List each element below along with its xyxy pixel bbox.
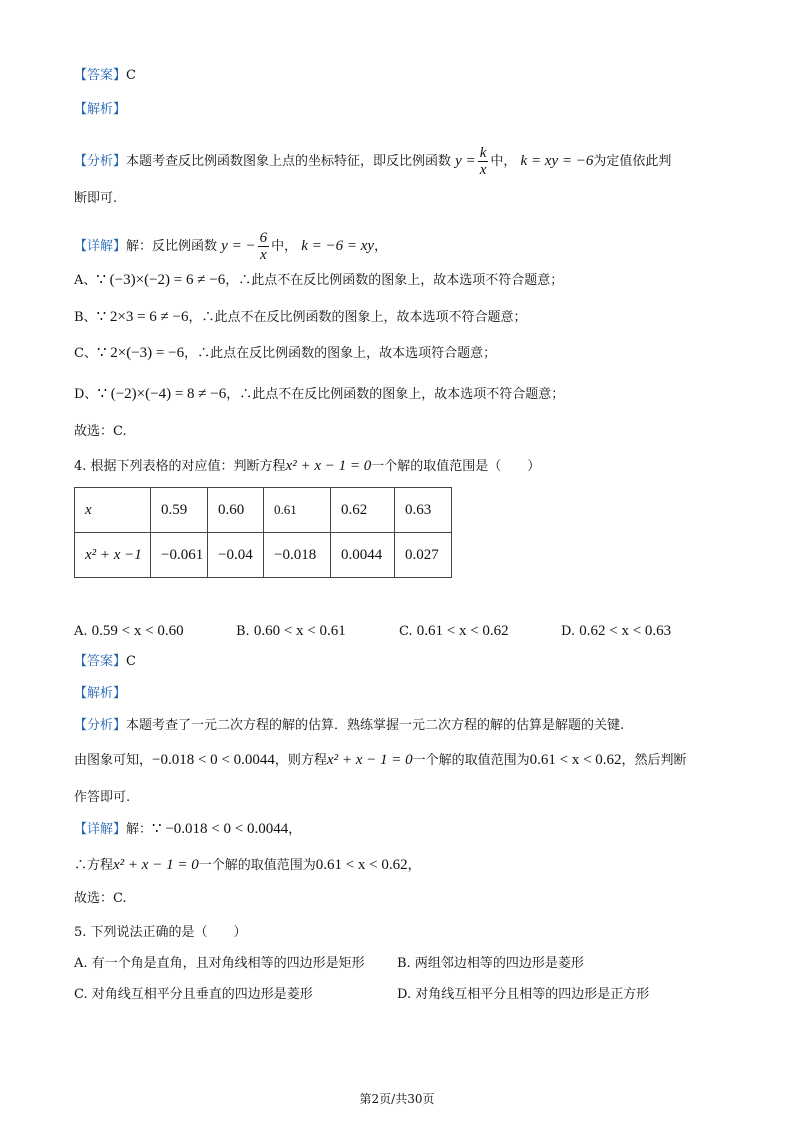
table-header-cell: x² + x −1 (75, 533, 151, 578)
option-formula: ∵ 2×3 = 6 ≠ −6 (96, 309, 189, 325)
detail-text: 解： (126, 822, 153, 837)
q5-choice-c: C. 对角线互相平分且垂直的四边形是菱形 (74, 987, 313, 1002)
table-row (75, 488, 452, 533)
option-text: ，∴此点在反比例函数的图象上，故本选项符合题意； (184, 346, 497, 361)
table-cell: 0.60 (208, 488, 264, 533)
q5-choice-d: D. 对角线互相平分且相等的四边形是正方形 (397, 987, 650, 1002)
q4-detail-line (74, 820, 301, 839)
fraction-numerator: 6 (259, 230, 268, 246)
table-cell: 0.61 (264, 488, 331, 533)
option-formula: ∵ (−3)×(−2) = 6 ≠ −6 (96, 272, 226, 288)
reasoning-formula: 0.61 < x < 0.62 (529, 752, 622, 768)
detail-text: ， (288, 822, 302, 837)
option-text: ，∴此点不在反比例函数的图象上，故本选项不符合题意； (226, 387, 565, 402)
reasoning-text: ，然后判断 (621, 753, 687, 768)
therefore-text: ， (407, 858, 421, 873)
option-label: B、 (74, 310, 97, 325)
detail-tag: 【详解】 (74, 239, 127, 254)
q3-option-d (74, 385, 564, 404)
q3-option-a (74, 271, 563, 290)
choice-formula: 0.62 < x < 0.63 (579, 623, 672, 639)
stem-equation: x² + x − 1 = 0 (285, 458, 372, 474)
values-table (74, 487, 452, 578)
q3-option-c (74, 344, 496, 363)
therefore-text: 一个解的取值范围为 (198, 858, 316, 873)
q4-reasoning-line2: 作答即可. (74, 790, 131, 805)
fenxi-text: 本题考查反比例函数图象上点的坐标特征，即反比例函数 (126, 154, 452, 169)
q3-analysis-heading (74, 101, 126, 119)
choice-formula: 0.59 < x < 0.60 (91, 623, 184, 639)
answer-value: C (126, 654, 136, 669)
fraction-denominator: x (259, 247, 267, 263)
table-cell: −0.018 (264, 533, 331, 578)
fenxi-tag: 【分析】 (74, 718, 127, 733)
table-cell: −0.04 (208, 533, 264, 578)
choice-label: D. (561, 624, 576, 639)
q4-fenxi-line (74, 717, 624, 735)
choice-formula: 0.61 < x < 0.62 (416, 623, 509, 639)
table-row (75, 533, 452, 578)
fenxi-text: 本题考查了一元二次方程的解的估算．熟练掌握一元二次方程的解的估算是解题的关键. (126, 718, 625, 733)
therefore-text: ∴方程 (74, 858, 114, 873)
option-label: D、 (74, 387, 98, 402)
formula-k: k = −6 = xy (301, 238, 375, 254)
q3-detail-line (74, 230, 387, 263)
q4-analysis-heading (74, 685, 126, 703)
fraction-numerator: k (479, 145, 487, 161)
fraction-6-over-x (258, 230, 270, 263)
reasoning-text: ，则方程 (274, 753, 327, 768)
table-cell: 0.0044 (331, 533, 395, 578)
option-label: A、 (74, 273, 97, 288)
reasoning-text: 一个解的取值范围为 (412, 753, 530, 768)
fenxi-text: 为定值依此判 (593, 154, 672, 169)
fenxi-text: 中， (490, 154, 517, 169)
choice-label: A. (74, 624, 88, 639)
choice-label: B. (236, 624, 250, 639)
choice-label: C. (399, 624, 413, 639)
option-formula: ∵ (−2)×(−4) = 8 ≠ −6 (97, 386, 227, 402)
formula-k: k = xy = −6 (520, 153, 594, 169)
q4-therefore-line (74, 856, 421, 875)
detail-tag: 【详解】 (74, 822, 127, 837)
therefore-formula: 0.61 < x < 0.62 (315, 857, 408, 873)
detail-formula: ∵ −0.018 < 0 < 0.0044 (152, 821, 289, 837)
detail-text: 解：反比例函数 (126, 239, 218, 254)
table-cell: 0.63 (395, 488, 452, 533)
table-cell: 0.027 (395, 533, 452, 578)
option-text: ，∴此点不在反比例函数的图象上，故本选项不符合题意； (225, 273, 564, 288)
q5-choice-b: B. 两组邻边相等的四边形是菱形 (397, 956, 584, 971)
q4-reasoning-line (74, 751, 687, 770)
analysis-tag: 【解析】 (74, 686, 127, 701)
page-footer: 第2页/共30页 (359, 1092, 435, 1106)
q4-conclusion: 故选：C. (74, 891, 127, 906)
q3-option-b (74, 308, 526, 327)
answer-tag: 【答案】 (74, 68, 127, 83)
reasoning-text: 由图象可知， (74, 753, 153, 768)
q5-choice-a: A. 有一个角是直角，且对角线相等的四边形是矩形 (74, 956, 365, 971)
answer-tag: 【答案】 (74, 654, 127, 669)
choice-d (561, 622, 671, 641)
q4-answer-line (74, 653, 136, 671)
option-label: C、 (74, 346, 97, 361)
choice-formula: 0.60 < x < 0.61 (253, 623, 346, 639)
fraction-denominator: x (479, 162, 487, 178)
analysis-tag: 【解析】 (74, 102, 127, 117)
table-header-cell: x (75, 488, 151, 533)
detail-text: 中， (271, 239, 298, 254)
option-text: ，∴此点不在反比例函数的图象上，故本选项不符合题意； (188, 310, 527, 325)
stem-text: 4. 根据下列表格的对应值：判断方程 (74, 459, 286, 474)
q5-stem: 5. 下列说法正确的是（ ） (74, 925, 247, 940)
q4-stem (74, 457, 540, 476)
answer-value: C (126, 68, 136, 83)
q3-fenxi-line (74, 145, 671, 178)
choice-a (74, 622, 184, 641)
choice-c (399, 622, 509, 641)
therefore-formula: x² + x − 1 = 0 (113, 857, 199, 873)
fraction-k-over-x (478, 145, 489, 178)
formula-y: y = (455, 153, 476, 169)
table-cell: 0.62 (331, 488, 395, 533)
fenxi-tag: 【分析】 (74, 154, 127, 169)
formula-y: y = − (221, 238, 256, 254)
reasoning-formula: −0.018 < 0 < 0.0044 (152, 752, 275, 768)
reasoning-formula: x² + x − 1 = 0 (326, 752, 413, 768)
q3-answer-line (74, 67, 136, 85)
detail-text: ， (374, 239, 388, 254)
q3-fenxi-line2: 断即可. (74, 191, 118, 206)
option-formula: ∵ 2×(−3) = −6 (96, 345, 185, 361)
choice-b (236, 622, 346, 641)
table-cell: 0.59 (151, 488, 208, 533)
q3-conclusion: 故选：C. (74, 424, 127, 439)
stem-text: 一个解的取值范围是（ ） (371, 459, 541, 474)
table-cell: −0.061 (151, 533, 208, 578)
